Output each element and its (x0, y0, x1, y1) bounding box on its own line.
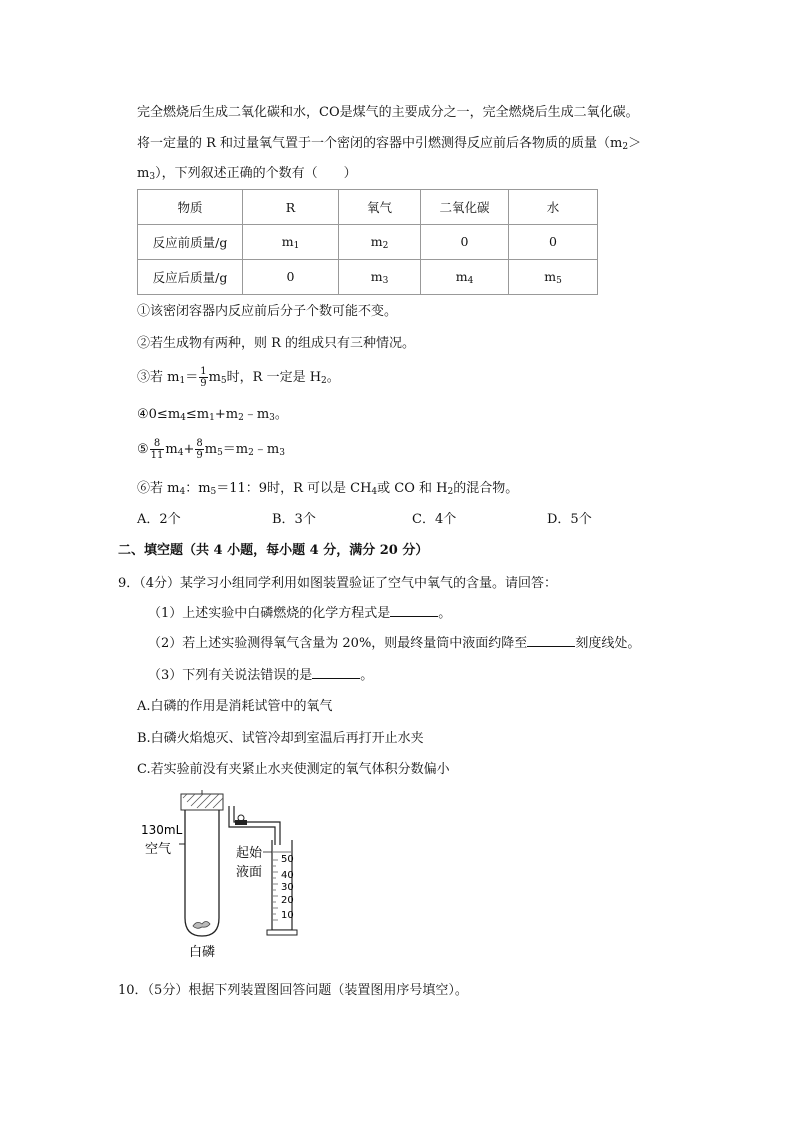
fraction: $\frac{8}{11}$ (150, 438, 164, 461)
scale-label: 10 (281, 910, 294, 921)
table-header: 氧气 (339, 190, 421, 225)
table-cell: $m_4$ (421, 260, 509, 295)
question-9-part-1: （1）上述实验中白磷燃烧的化学方程式是 。 (148, 606, 452, 621)
table-cell: 0 (421, 225, 509, 260)
table-cell: $m_5$ (509, 260, 598, 295)
table-header: 物质 (138, 190, 243, 225)
fraction: $\frac{1}{9}$ (200, 366, 207, 389)
table-row (138, 225, 598, 260)
question-10-stem: 10．（5分）根据下列装置图回答问题（装置图用序号填空）。 (118, 983, 468, 998)
statement-3: ③若 $m_1=$ $\frac{1}{9}$ $m_5$时，R 一定是 $H_2$。 (137, 366, 340, 389)
answer-blank[interactable] (390, 604, 438, 617)
question-9-option-c: C.若实验前没有夹紧止水夹使测定的氧气体积分数偏小 (137, 762, 450, 777)
question-9-stem: 9．（4分）某学习小组同学利用如图装置验证了空气中氧气的含量。请回答： (118, 576, 558, 591)
scale-label: 20 (281, 895, 294, 906)
experiment-apparatus-figure (135, 790, 325, 960)
tube-volume-label: 130mL (141, 823, 183, 837)
statement-1: ①该密闭容器内反应前后分子个数可能不变。 (137, 304, 398, 319)
white-phosphorus (193, 922, 210, 929)
question-9-option-b: B.白磷火焰熄灭、试管冷却到室温后再打开止水夹 (137, 731, 424, 746)
table-header: R (243, 190, 339, 225)
section-heading: 二、填空题（共 4 小题，每小题 4 分，满分 20 分） (118, 543, 429, 558)
option-d: D．5个 (547, 512, 592, 527)
table-cell: $m_3$ (339, 260, 421, 295)
table-cell: $m_1$ (243, 225, 339, 260)
table-cell: 0 (509, 225, 598, 260)
answer-blank[interactable] (312, 666, 360, 679)
table-header-row (138, 190, 598, 225)
answer-blank[interactable] (527, 634, 575, 647)
option-c: C．4个 (412, 512, 457, 527)
scale-ticks (273, 860, 278, 920)
connecting-tube-outer (234, 806, 280, 845)
option-b: B．3个 (272, 512, 316, 527)
table-header: 水 (509, 190, 598, 225)
fraction: $\frac{8}{9}$ (196, 438, 203, 461)
option-a: A．2个 (137, 512, 181, 527)
scale-label: 30 (281, 882, 294, 893)
intro-line-1: 完全燃烧后生成二氧化碳和水，CO是煤气的主要成分之一，完全燃烧后生成二氧化碳。 (137, 105, 639, 120)
statement-5: ⑤ $\frac{8}{11}$ $m_4+$ $\frac{8}{9}$ $m_5=m_2﹣m_3$ (137, 438, 285, 461)
intro-line-2: 将一定量的 R 和过量氧气置于一个密闭的容器中引燃测得反应前后各物质的质量（$m_2>$ (137, 136, 642, 152)
table-row-label: 反应后质量/g (138, 260, 243, 295)
statement-2: ②若生成物有两种，则 R 的组成只有三种情况。 (137, 336, 416, 351)
table-cell: 0 (243, 260, 339, 295)
tube-air-label: 空气 (145, 842, 172, 857)
question-9-part-3: （3）下列有关说法错误的是 。 (148, 668, 374, 683)
start-level-label-2: 液面 (236, 865, 263, 880)
connecting-tube (229, 806, 275, 845)
scale-label: 40 (281, 870, 294, 881)
cylinder-base (267, 930, 297, 935)
statement-4: $④0\le m_4\le m_1+m_2﹣m_3$。 (137, 407, 288, 423)
table-row-label: 反应前质量/g (138, 225, 243, 260)
statement-6: ⑥若 $m_4$：$m_5=11$：9时，R 可以是 $CH_4$或 CO 和 $H_2$的混合物。 (137, 481, 519, 497)
table-cell: $m_2$ (339, 225, 421, 260)
test-tube (185, 810, 219, 936)
water-clamp (235, 820, 247, 825)
question-9-part-2: （2）若上述实验测得氧气含量为 20%，则最终量筒中液面约降至 刻度线处。 (148, 636, 641, 651)
scale-label: 50 (281, 854, 294, 865)
table-header: 二氧化碳 (421, 190, 509, 225)
start-level-label-1: 起始 (236, 846, 263, 861)
intro-line-3: $m_3$），下列叙述正确的个数有（ ） (137, 166, 357, 182)
question-9-option-a: A.白磷的作用是消耗试管中的氧气 (137, 699, 333, 714)
white-phosphorus-label: 白磷 (189, 945, 216, 960)
table-row (138, 260, 598, 295)
mass-table (137, 189, 598, 295)
